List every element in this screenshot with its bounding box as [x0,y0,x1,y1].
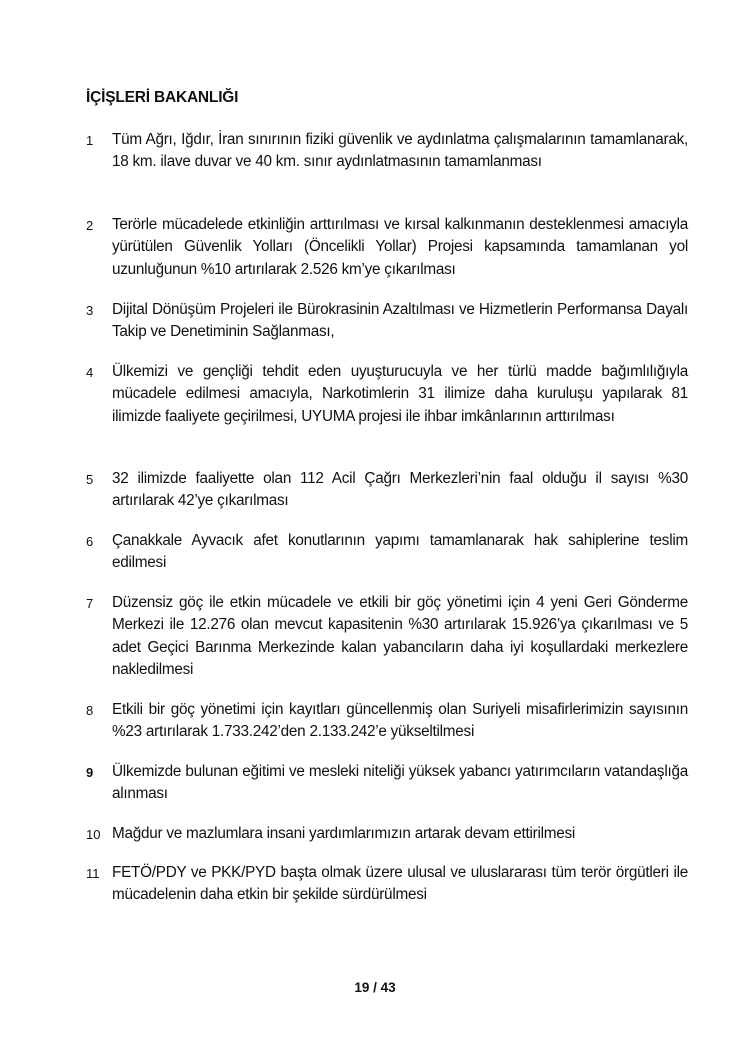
item-number: 2 [86,218,94,233]
item-text: Dijital Dönüşüm Projeleri ile Bürokrasinin Azaltılması ve Hizmetlerin Performansa Dayalı Takip ve Denetiminin Sağlanması, [112,301,688,341]
list-item [86,299,688,344]
list-item [86,530,688,575]
item-text: Ülkemizi ve gençliği tehdit eden uyuşturucuyla ve her türlü madde bağımlılığıyla mücadele edilmesi amacıyla, Narkotimlerin 31 ilimize daha kuruluşu yapılarak 81 ilimizde faaliyete geçirilmesi, UYUMA projesi ile ihbar imkânlarının arttırılması [112,363,688,425]
item-text: Terörle mücadelede etkinliğin arttırılması ve kırsal kalkınmanın desteklenmesi amacıyla yürütülen Güvenlik Yolları (Öncelikli Yollar) Projesi kapsamında tamamlanan yol uzunluğunun %10 artırılarak 2.526 km’ye çıkarılması [112,216,688,278]
item-number: 1 [86,133,94,148]
item-number: 11 [86,866,100,881]
item-text: FETÖ/PDY ve PKK/PYD başta olmak üzere ulusal ve uluslararası tüm terör örgütleri ile mücadelenin daha etkin bir şekilde sürdürülmesi [112,864,688,904]
page-number: 19 / 43 [354,980,396,995]
item-text: Tüm Ağrı, Iğdır, İran sınırının fiziki güvenlik ve aydınlatma çalışmalarının tamamlanarak, 18 km. ilave duvar ve 40 km. sınır aydınlatmasının tamamlanması [112,131,688,171]
list-item [86,214,688,281]
list-item [86,862,688,907]
item-text: Ülkemizde bulunan eğitimi ve mesleki niteliği yüksek yabancı yatırımcıların vatandaşlığa alınması [112,763,688,803]
list-item [86,592,688,681]
item-text: 32 ilimizde faaliyette olan 112 Acil Çağrı Merkezleri’nin faal olduğu il sayısı %30 artırılarak 42’ye çıkarılması [112,470,688,510]
item-text: Düzensiz göç ile etkin mücadele ve etkili bir göç yönetimi için 4 yeni Geri Gönderme Merkezi ile 12.276 olan mevcut kapasitenin %30 artırılarak 15.926’ya çıkarılması ve 5 adet Geçici Barınma Merkezinde kalan yabancıların daha iyi koşullardaki merkezlere nakledilmesi [112,594,688,678]
list-item [86,361,688,428]
item-number: 3 [86,303,94,318]
list-item [86,129,688,174]
section-heading: İÇİŞLERİ BAKANLIĞI [86,89,239,106]
item-number: 7 [86,596,94,611]
item-number: 10 [86,827,101,842]
item-text: Mağdur ve mazlumlara insani yardımlarımızın artarak devam ettirilmesi [112,825,576,842]
list-item [86,823,688,846]
item-number: 6 [86,534,94,549]
list-item [86,699,688,744]
item-number: 5 [86,472,94,487]
item-number: 8 [86,703,94,718]
list-item [86,761,688,806]
item-text: Çanakkale Ayvacık afet konutlarının yapımı tamamlanarak hak sahiplerine teslim edilmesi [112,532,688,572]
item-number: 4 [86,365,94,380]
item-text: Etkili bir göç yönetimi için kayıtları güncellenmiş olan Suriyeli misafirlerimizin sayısının %23 artırılarak 1.733.242’den 2.133.242’e yükseltilmesi [112,701,688,741]
item-number: 9 [86,765,94,780]
list-item [86,468,688,513]
